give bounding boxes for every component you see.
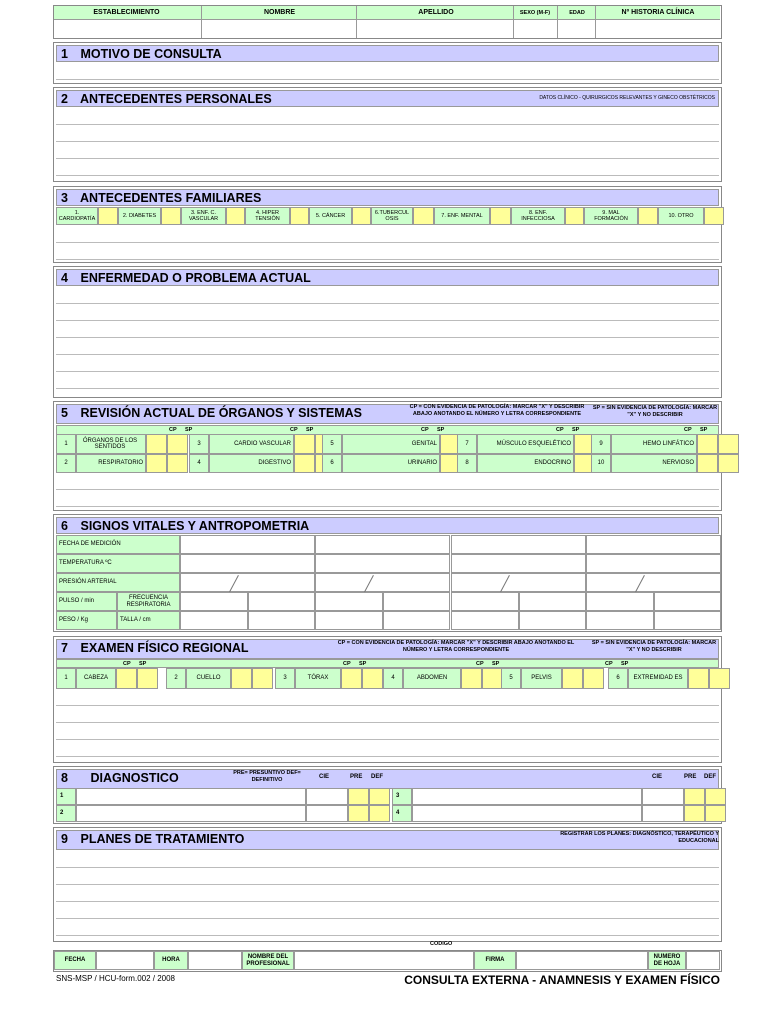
vital-value-field[interactable] (586, 592, 654, 611)
sexo-label: SEXO (M-F) (519, 10, 551, 16)
frecuencia-label: FRECUENCIA RESPIRATORIA (117, 592, 180, 611)
cp-checkbox[interactable] (146, 434, 167, 454)
pre-checkbox[interactable] (684, 805, 705, 822)
vital-value-field[interactable] (315, 573, 450, 592)
pre-label-right: PRE (684, 774, 697, 780)
signature-row (53, 950, 722, 972)
apellido-label: APELLIDO (418, 9, 454, 16)
text-line[interactable] (56, 723, 719, 740)
family-history-checkbox[interactable] (290, 207, 309, 225)
family-history-label: 10. OTRO (658, 207, 704, 225)
vital-value-field[interactable] (586, 554, 721, 573)
apellido-field[interactable] (357, 20, 513, 38)
section-enfermedad-actual (53, 266, 722, 398)
sp-checkbox[interactable] (252, 668, 273, 689)
family-history-label: 6.TUBERCUL OSIS (371, 207, 413, 225)
sp-header: SP (700, 427, 708, 433)
section-antecedentes-familiares (53, 186, 722, 263)
cie-field[interactable] (642, 788, 684, 805)
diagnosis-number: 2 (56, 805, 76, 822)
edad-label: EDAD (569, 10, 585, 16)
diagnosis-number: 1 (56, 788, 76, 805)
fecha-label: FECHA (54, 951, 96, 970)
vital-value-field[interactable] (586, 611, 654, 630)
family-history-label: 3. ENF. C. VASCULAR (181, 207, 226, 225)
ros-row-2 (56, 454, 719, 473)
organ-label: NERVIOSO (611, 454, 697, 473)
cp-checkbox[interactable] (461, 668, 482, 689)
def-checkbox[interactable] (369, 805, 390, 822)
cp-header: CP (556, 427, 564, 433)
section-number: 1 (61, 47, 68, 61)
vital-value-field[interactable] (315, 611, 383, 630)
fecha-field[interactable] (96, 951, 154, 970)
historia-field[interactable] (596, 20, 720, 38)
vital-value-field[interactable] (586, 535, 721, 554)
section-number: 3 (61, 191, 68, 205)
vital-value-field[interactable] (248, 592, 316, 611)
def-label-left: DEF (371, 774, 383, 780)
sp-checkbox[interactable] (718, 454, 739, 473)
organ-number: 7 (457, 434, 477, 454)
cp-sp-header-row (56, 659, 719, 668)
cp-header: CP (684, 427, 692, 433)
organ-label: RESPIRATORIO (76, 454, 146, 473)
sp-header: SP (437, 427, 445, 433)
cp-note: CP = CON EVIDENCIA DE PATOLOGÍA: MARCAR "X" Y DESCRIBIR ABAJO ANOTANDO EL NÚMERO Y LETRA CORRESPONDIENTE (337, 640, 575, 653)
vitals-table (56, 535, 719, 629)
sp-checkbox[interactable] (583, 668, 604, 689)
cp-header: CP (605, 661, 613, 667)
organ-number: 9 (591, 434, 611, 454)
profesional-label: NOMBRE DEL PROFESIONAL (242, 951, 294, 970)
diagnosis-number: 4 (392, 805, 412, 822)
codigo-label: CODIGO (430, 941, 453, 947)
text-line[interactable] (56, 902, 719, 919)
diagnosis-field[interactable] (76, 805, 306, 822)
vital-label: PRESIÓN ARTERIAL (56, 573, 180, 592)
exam-number: 3 (275, 668, 295, 689)
section-number: 4 (61, 271, 68, 285)
family-history-checkbox[interactable] (638, 207, 658, 225)
text-line[interactable] (56, 125, 719, 142)
diagnosis-field[interactable] (76, 788, 306, 805)
def-label-right: DEF (704, 774, 716, 780)
family-history-checkbox[interactable] (98, 207, 118, 225)
cie-label-right: CIE (652, 774, 663, 780)
section-antecedentes-personales (53, 87, 722, 182)
section-title (56, 189, 719, 206)
text-line[interactable] (56, 243, 719, 260)
vital-value-field[interactable] (451, 573, 586, 592)
cp-header: CP (421, 427, 429, 433)
section-title (56, 45, 719, 62)
family-history-checkbox[interactable] (490, 207, 511, 225)
text-lines[interactable] (56, 689, 719, 757)
profesional-field[interactable] (294, 951, 474, 970)
nombre-field[interactable] (202, 20, 356, 38)
text-lines[interactable] (56, 287, 719, 389)
cp-checkbox[interactable] (294, 454, 315, 473)
family-history-checkbox[interactable] (413, 207, 434, 225)
vital-value-field[interactable] (451, 535, 586, 554)
sp-checkbox[interactable] (718, 434, 739, 454)
vital-value-field[interactable] (315, 554, 450, 573)
text-line[interactable] (56, 851, 719, 868)
text-line[interactable] (56, 355, 719, 372)
text-lines[interactable] (56, 851, 719, 936)
text-line[interactable] (56, 919, 719, 936)
form-id: SNS-MSP / HCU-form.002 / 2008 (56, 974, 176, 983)
pre-label-left: PRE (350, 774, 363, 780)
family-history-label: 7. ENF. MENTAL (434, 207, 490, 225)
organ-label: ÓRGANOS DE LOS SENTIDOS (76, 434, 146, 454)
text-line[interactable] (56, 689, 719, 706)
firma-label: FIRMA (474, 951, 516, 970)
sp-header: SP (306, 427, 314, 433)
sp-checkbox[interactable] (167, 434, 188, 454)
exam-label: PELVIS (521, 668, 562, 689)
vital-value-field[interactable] (519, 592, 587, 611)
text-line[interactable] (56, 304, 719, 321)
text-lines[interactable] (56, 108, 719, 176)
organ-label: URINARIO (342, 454, 440, 473)
family-history-checkbox[interactable] (704, 207, 724, 225)
diagnosis-field[interactable] (412, 788, 642, 805)
section-title (56, 269, 719, 286)
text-line[interactable] (56, 490, 719, 507)
section-examen-fisico (53, 636, 722, 763)
cp-checkbox[interactable] (116, 668, 137, 689)
section-revision-organos (53, 401, 722, 511)
family-history-label: 5. CÁNCER (309, 207, 352, 225)
family-history-checkbox[interactable] (161, 207, 181, 225)
text-line[interactable] (56, 108, 719, 125)
section-number: 2 (61, 92, 68, 106)
section-title (56, 769, 719, 789)
sp-checkbox[interactable] (482, 668, 503, 689)
exam-label: CUELLO (186, 668, 231, 689)
vital-label: TEMPERATURA ºC (56, 554, 180, 573)
vital-value-field[interactable] (180, 554, 315, 573)
text-lines[interactable] (56, 63, 719, 80)
text-line[interactable] (56, 740, 719, 757)
text-line[interactable] (56, 706, 719, 723)
section-number: 7 (61, 641, 68, 655)
vital-value-field[interactable] (180, 592, 248, 611)
firma-field[interactable] (516, 951, 648, 970)
cp-checkbox[interactable] (697, 434, 718, 454)
cp-checkbox[interactable] (294, 434, 315, 454)
vital-label: FECHA DE MEDICIÓN (56, 535, 180, 554)
section-title-text: ENFERMEDAD O PROBLEMA ACTUAL (80, 271, 311, 285)
sp-checkbox[interactable] (709, 668, 730, 689)
cp-checkbox[interactable] (562, 668, 583, 689)
text-line[interactable] (56, 338, 719, 355)
sp-header: SP (492, 661, 500, 667)
exam-label: TÓRAX (295, 668, 341, 689)
diagnosis-field[interactable] (412, 805, 642, 822)
exam-number: 6 (608, 668, 628, 689)
cp-header: CP (290, 427, 298, 433)
family-history-checkbox[interactable] (565, 207, 584, 225)
organ-label: GENITAL (342, 434, 440, 454)
text-line[interactable] (56, 226, 719, 243)
sp-checkbox[interactable] (362, 668, 383, 689)
pre-checkbox[interactable] (348, 788, 369, 805)
organ-number: 5 (322, 434, 342, 454)
organ-number: 3 (189, 434, 209, 454)
cp-checkbox[interactable] (146, 454, 167, 473)
family-history-checkbox[interactable] (352, 207, 371, 225)
cp-header: CP (476, 661, 484, 667)
section-number: 8 (61, 771, 68, 785)
sexo-field[interactable] (514, 20, 557, 38)
organ-number: 6 (322, 454, 342, 473)
text-line[interactable] (56, 159, 719, 176)
vital-value-field[interactable] (654, 611, 722, 630)
def-checkbox[interactable] (705, 788, 726, 805)
vital-value-field[interactable] (451, 554, 586, 573)
section-title (56, 517, 719, 534)
organ-label: HEMO LINFÁTICO (611, 434, 697, 454)
exam-number: 4 (383, 668, 403, 689)
form-title: CONSULTA EXTERNA - ANAMNESIS Y EXAMEN FÍSICO (404, 973, 720, 987)
nombre-label: NOMBRE (263, 9, 296, 16)
def-checkbox[interactable] (369, 788, 390, 805)
vital-value-field[interactable] (383, 592, 451, 611)
exam-label: ABDOMEN (403, 668, 461, 689)
section-title-text: ANTECEDENTES PERSONALES (80, 92, 272, 106)
vital-label: PESO / Kg (56, 611, 117, 630)
section-title-text: DIAGNOSTICO (90, 771, 179, 785)
section-title-text: REVISIÓN ACTUAL DE ÓRGANOS Y SISTEMAS (80, 406, 363, 420)
text-line[interactable] (56, 63, 719, 80)
organ-number: 10 (591, 454, 611, 473)
text-line[interactable] (56, 372, 719, 389)
cp-header: CP (343, 661, 351, 667)
sp-header: SP (572, 427, 580, 433)
text-lines[interactable] (56, 473, 719, 507)
section-number: 9 (61, 832, 68, 846)
sp-checkbox[interactable] (167, 454, 188, 473)
organ-number: 8 (457, 454, 477, 473)
cp-header: CP (169, 427, 177, 433)
text-lines[interactable] (56, 226, 719, 260)
vital-value-field[interactable] (180, 535, 315, 554)
establecimiento-field[interactable] (54, 20, 201, 38)
organ-label: CARDIO VASCULAR (209, 434, 294, 454)
family-history-label: 8. ENF. INFECCIOSA (511, 207, 565, 225)
section-title-text: PLANES DE TRATAMIENTO (80, 832, 245, 846)
organ-number: 1 (56, 434, 76, 454)
cp-checkbox[interactable] (688, 668, 709, 689)
section-signos-vitales (53, 514, 722, 632)
historia-label: Nº HISTORIA CLÍNICA (621, 9, 695, 16)
vital-value-field[interactable] (586, 573, 721, 592)
pre-checkbox[interactable] (684, 788, 705, 805)
talla-label: TALLA / cm (117, 611, 180, 630)
family-history-checkbox[interactable] (226, 207, 245, 225)
family-history-label: 2. DIABETES (118, 207, 161, 225)
sp-checkbox[interactable] (137, 668, 158, 689)
section-number: 5 (61, 406, 68, 420)
vital-value-field[interactable] (248, 611, 316, 630)
vital-value-field[interactable] (451, 611, 519, 630)
exam-label: CABEZA (76, 668, 116, 689)
organ-number: 2 (56, 454, 76, 473)
organ-label: ENDOCRINO (477, 454, 574, 473)
vital-value-field[interactable] (180, 573, 315, 592)
sp-header: SP (185, 427, 193, 433)
vital-value-field[interactable] (180, 611, 248, 630)
text-line[interactable] (56, 321, 719, 338)
section-motivo-consulta (53, 42, 722, 84)
exam-label: EXTREMIDAD ES (628, 668, 688, 689)
hora-label: HORA (154, 951, 188, 970)
exam-number: 2 (166, 668, 186, 689)
cp-header: CP (123, 661, 131, 667)
vital-value-field[interactable] (654, 592, 722, 611)
family-history-label: 9. MAL FORMACIÓN (584, 207, 638, 225)
hoja-label: NUMERO DE HOJA (648, 951, 686, 970)
section-diagnostico (53, 766, 722, 824)
section-planes-tratamiento (53, 827, 722, 942)
diagnosis-number: 3 (392, 788, 412, 805)
text-line[interactable] (56, 142, 719, 159)
cp-checkbox[interactable] (697, 454, 718, 473)
vital-value-field[interactable] (315, 535, 450, 554)
exam-number: 5 (501, 668, 521, 689)
section-title-text: ANTECEDENTES FAMILIARES (80, 191, 262, 205)
cie-field[interactable] (306, 805, 348, 822)
diagnosis-table (56, 788, 719, 822)
pre-checkbox[interactable] (348, 805, 369, 822)
hora-field[interactable] (188, 951, 242, 970)
text-line[interactable] (56, 868, 719, 885)
text-line[interactable] (56, 287, 719, 304)
section-note: REGISTRAR LOS PLANES: DIAGNÓSTICO, TERAPÉUTICO Y EDUCACIONAL (560, 831, 719, 844)
establecimiento-label: ESTABLECIMIENTO (93, 9, 160, 16)
family-history-label: 1. CARDIOPATÍA (56, 207, 98, 225)
cp-checkbox[interactable] (231, 668, 252, 689)
section-number: 6 (61, 519, 68, 533)
family-history-label: 4. HIPER TENSIÓN (245, 207, 290, 225)
exam-row (56, 668, 719, 689)
ros-row-1 (56, 434, 719, 454)
vital-value-field[interactable] (315, 592, 383, 611)
hoja-field[interactable] (686, 951, 720, 970)
sp-header: SP (621, 661, 629, 667)
cp-note: CP = CON EVIDENCIA DE PATOLOGÍA: MARCAR "X" Y DESCRIBIR ABAJO ANOTANDO EL NÚMERO Y LETRA CORRESPONDIENTE (409, 404, 585, 417)
sp-header: SP (359, 661, 367, 667)
section-note: DATOS CLÍNICO - QUIRURGICOS RELEVANTES Y GINECO OBSTÉTRICOS (539, 95, 715, 101)
patient-header (53, 5, 722, 39)
cie-field[interactable] (642, 805, 684, 822)
section-title-text: SIGNOS VITALES Y ANTROPOMETRIA (80, 519, 310, 533)
text-line[interactable] (56, 473, 719, 490)
family-history-row (56, 207, 719, 225)
exam-number: 1 (56, 668, 76, 689)
sp-note: SP = SIN EVIDENCIA DE PATOLOGÍA: MARCAR "X" Y NO DESCRIBIR (592, 405, 718, 418)
organ-label: MÚSCULO ESQUELÉTICO (477, 434, 574, 454)
vital-value-field[interactable] (451, 592, 519, 611)
diagnosis-legend: PRE= PRESUNTIVO DEF= DEFINITIVO (233, 770, 301, 783)
organ-number: 4 (189, 454, 209, 473)
cie-label-left: CIE (319, 774, 330, 780)
organ-label: DIGESTIVO (209, 454, 294, 473)
edad-field[interactable] (558, 20, 595, 38)
vital-label: PULSO / min (56, 592, 117, 611)
sp-note: SP = SIN EVIDENCIA DE PATOLOGÍA: MARCAR "X" Y NO DESCRIBIR (591, 640, 717, 653)
text-line[interactable] (56, 885, 719, 902)
vital-value-field[interactable] (519, 611, 587, 630)
section-title-text: MOTIVO DE CONSULTA (80, 47, 222, 61)
section-title-text: EXAMEN FÍSICO REGIONAL (80, 641, 249, 655)
cp-checkbox[interactable] (341, 668, 362, 689)
cie-field[interactable] (306, 788, 348, 805)
sp-header: SP (139, 661, 147, 667)
vital-value-field[interactable] (383, 611, 451, 630)
def-checkbox[interactable] (705, 805, 726, 822)
